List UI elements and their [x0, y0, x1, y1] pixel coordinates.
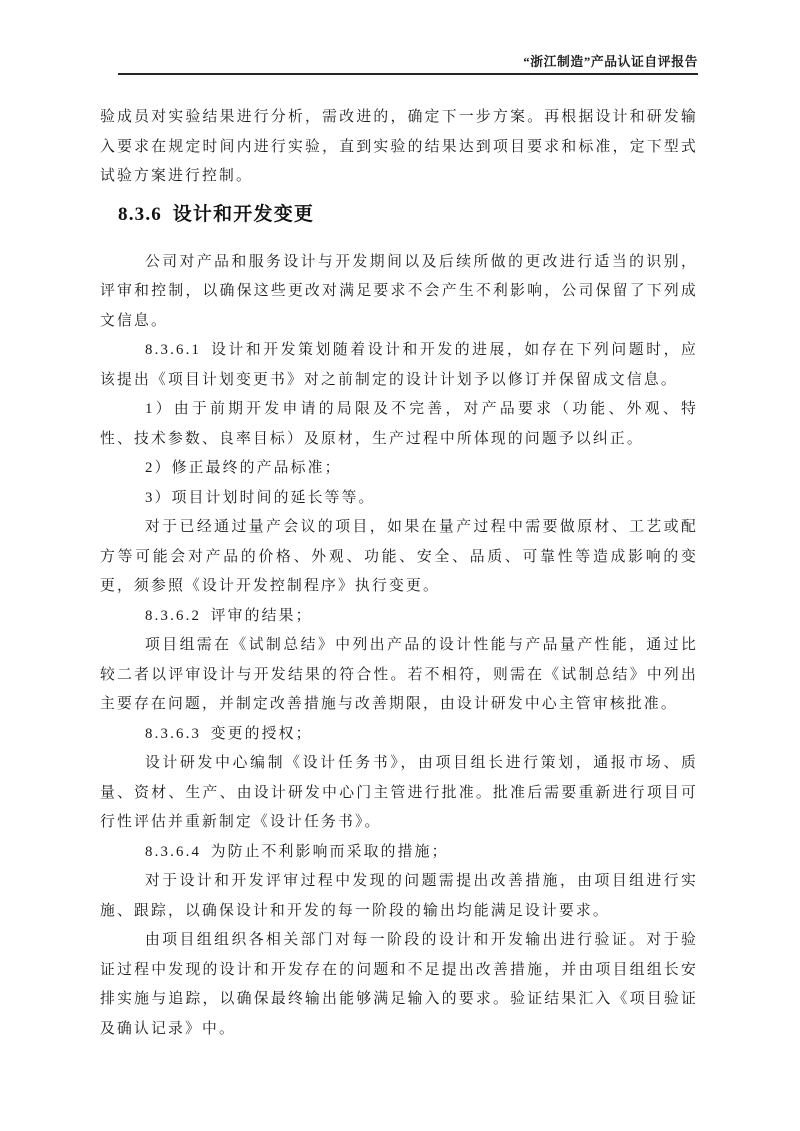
list-item-3: 3）项目计划时间的延长等等。 [145, 489, 376, 506]
page-header-title: “浙江制造”产品认证自评报告 [523, 55, 698, 69]
list-item-1: 1）由于前期开发申请的局限及不完善，对产品要求（功能、外观、特性、技术参数、良率目标）及原材，生产过程中所体现的问题予以纠正。 [100, 401, 698, 447]
paragraph-8-3-6-2: 8.3.6.2 评审的结果； [145, 607, 313, 624]
paragraph: 对于设计和开发评审过程中发现的问题需提出改善措施，由项目组进行实施、跟踪，以确保设计和开发的每一阶段的输出均能满足设计要求。 [100, 873, 698, 919]
paragraph-8-3-6-4: 8.3.6.4 为防止不利影响而采取的措施； [145, 843, 449, 860]
paragraph-8-3-6-3: 8.3.6.3 变更的授权； [145, 725, 313, 742]
header-rule [118, 73, 698, 75]
document-body [100, 103, 698, 1044]
section-heading-8-3-6: 8.3.6 设计和开发变更 [118, 203, 315, 225]
paragraph: 由项目组组织各相关部门对每一阶段的设计和开发输出进行验证。对于验证过程中发现的设计和开发存在的问题和不足提出改善措施，并由项目组组长安排实施与追踪，以确保最终输出能够满足输入的要求。验证结果汇入《项目验证及确认记录》中。 [100, 932, 698, 1037]
paragraph: 项目组需在《试制总结》中列出产品的设计性能与产品量产性能，通过比较二者以评审设计与开发结果的符合性。若不相符，则需在《试制总结》中列出主要存在问题，并制定改善措施与改善期限，由设计研发中心主管审核批准。 [100, 637, 698, 712]
paragraph: 设计研发中心编制《设计任务书》，由项目组长进行策划，通报市场、质量、资材、生产、由设计研发中心门主管进行批准。批准后需要重新进行项目可行性评估并重新制定《设计任务书》。 [100, 755, 698, 830]
paragraph-continuation: 验成员对实验结果进行分析，需改进的，确定下一步方案。再根据设计和研发输入要求在规定时间内进行实验，直到实验的结果达到项目要求和标准，定下型式试验方案进行控制。 [100, 109, 698, 184]
list-item-2: 2）修正最终的产品标准； [145, 460, 342, 476]
paragraph-8-3-6-1: 8.3.6.1 设计和开发策划随着设计和开发的进展，如存在下列问题时，应该提出《项目计划变更书》对之前制定的设计计划予以修订并保留成文信息。 [100, 342, 698, 388]
paragraph: 公司对产品和服务设计与开发期间以及后续所做的更改进行适当的识别，评审和控制，以确保这些更改对满足要求不会产生不利影响，公司保留了下列成文信息。 [100, 253, 698, 329]
paragraph: 对于已经通过量产会议的项目，如果在量产过程中需要做原材、工艺或配方等可能会对产品的价格、外观、功能、安全、品质、可靠性等造成影响的变更，须参照《设计开发控制程序》执行变更。 [100, 519, 698, 594]
